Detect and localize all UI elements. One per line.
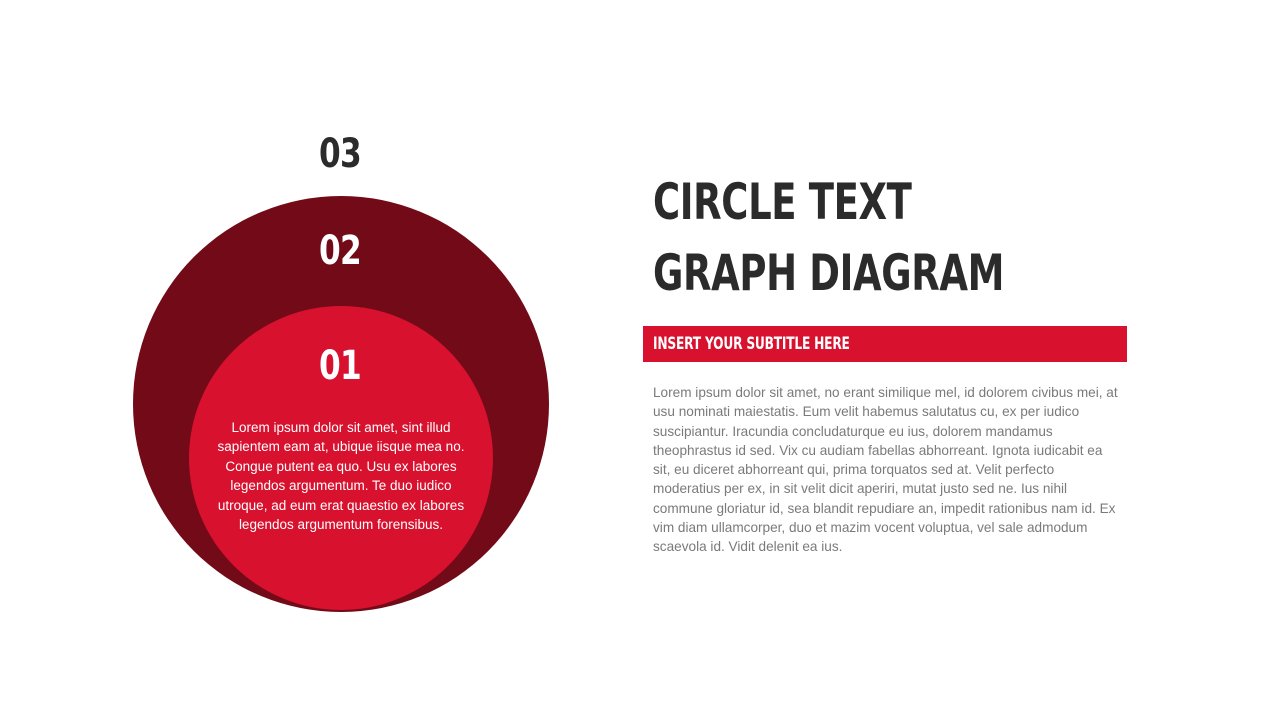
label-01: 01 <box>319 343 361 389</box>
label-02: 02 <box>319 228 361 274</box>
inner-circle-text: Lorem ipsum dolor sit amet, sint illud sapientem eam at, ubique iisque mea no. Congue putent ea quo. Usu ex labores legendos argumentum. Te duo iudico utroque, ad eum erat quaestio ex labores legendos argumentum forensibus. <box>217 420 465 533</box>
subtitle-text: INSERT YOUR SUBTITLE HERE <box>653 334 850 354</box>
subtitle-bar <box>643 326 1127 362</box>
label-03: 03 <box>319 131 361 177</box>
title-line-1: CIRCLE TEXT <box>653 173 912 231</box>
body-paragraph: Lorem ipsum dolor sit amet, no erant similique mel, id dolorem civibus mei, at usu nominati maiestatis. Eum velit habemus salutatus cu, ex per iudico suscipiantur. Iracundia concludaturque eu ius, dolorem mandamus theophrastus id sed. Vix cu audiam fabellas abhorreant. Ignota iudicabit ea sit, eu diceret abhorreant qui, prima torquatos sed at. Velit perfecto moderatius per ex, in sit velit dicit aperiri, mutat justo sed ne. Ius nihil commune gloriatur id, sea blandit repudiare an, impedit rationibus nam id. Ex vim diam ullamcorper, duo et mazim vocent voluptua, vel sale admodum scaevola id. Vidit delenit ea ius. <box>653 385 1118 555</box>
title-line-2: GRAPH DIAGRAM <box>653 244 1005 302</box>
